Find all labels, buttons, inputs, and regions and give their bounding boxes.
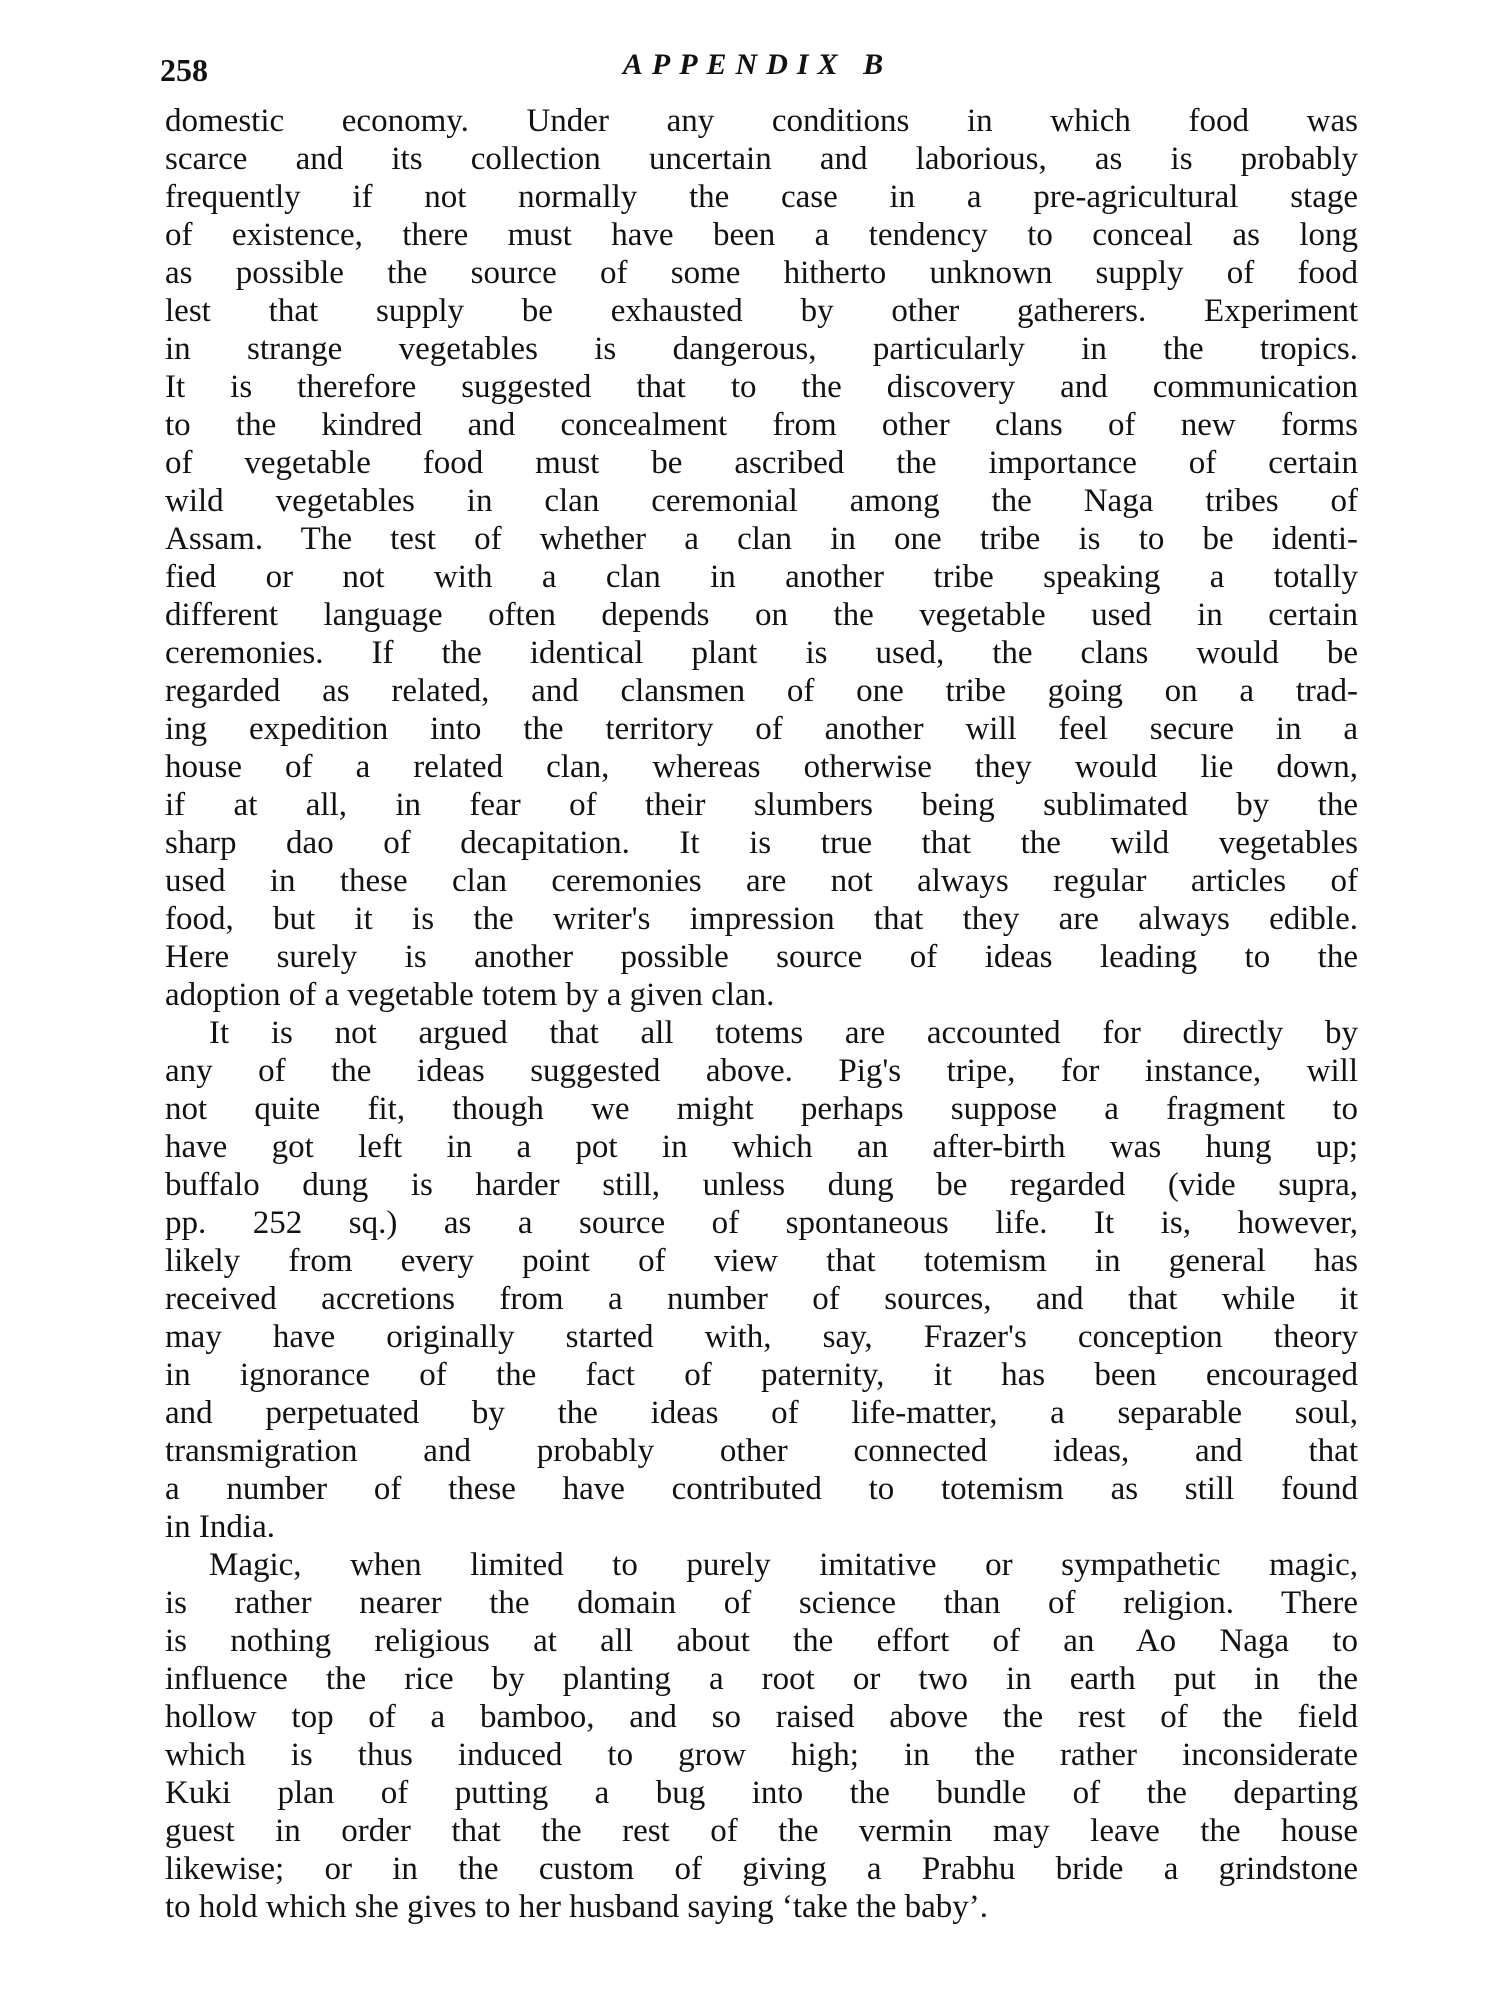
text-line: house of a related clan, whereas otherwise they would lie down,	[165, 749, 1358, 785]
text-line: lest that supply be exhausted by other gatherers. Experiment	[165, 293, 1358, 329]
text-line: pp. 252 sq.) as a source of spontaneous life. It is, however,	[165, 1205, 1358, 1241]
text-line: a number of these have contributed to totemism as still found	[165, 1471, 1358, 1507]
text-line: food, but it is the writer's impression that they are always edible.	[165, 901, 1358, 937]
text-line: likely from every point of view that totemism in general has	[165, 1243, 1358, 1279]
text-line: buffalo dung is harder still, unless dung be regarded (vide supra,	[165, 1167, 1358, 1203]
paragraph	[165, 1546, 1358, 1926]
text-line: Assam. The test of whether a clan in one tribe is to be identi-	[165, 521, 1358, 557]
text-line: of existence, there must have been a tendency to conceal as long	[165, 217, 1358, 253]
text-line: Magic, when limited to purely imitative or sympathetic magic,	[209, 1547, 1358, 1583]
text-line: in strange vegetables is dangerous, particularly in the tropics.	[165, 331, 1358, 367]
text-line: received accretions from a number of sources, and that while it	[165, 1281, 1358, 1317]
text-line: hollow top of a bamboo, and so raised above the rest of the field	[165, 1699, 1358, 1735]
text-line: of vegetable food must be ascribed the importance of certain	[165, 445, 1358, 481]
text-line: different language often depends on the vegetable used in certain	[165, 597, 1358, 633]
text-line: to hold which she gives to her husband saying ‘take the baby’.	[165, 1889, 988, 1925]
text-line: fied or not with a clan in another tribe speaking a totally	[165, 559, 1358, 595]
text-line: and perpetuated by the ideas of life-matter, a separable soul,	[165, 1395, 1358, 1431]
text-line: transmigration and probably other connected ideas, and that	[165, 1433, 1358, 1469]
text-line: if at all, in fear of their slumbers being sublimated by the	[165, 787, 1358, 823]
text-line: to the kindred and concealment from other clans of new forms	[165, 407, 1358, 443]
text-line: It is therefore suggested that to the discovery and communication	[165, 369, 1358, 405]
body-text	[165, 102, 1358, 1926]
text-line: regarded as related, and clansmen of one tribe going on a trad-	[165, 673, 1358, 709]
text-line: influence the rice by planting a root or two in earth put in the	[165, 1661, 1358, 1697]
text-line: Here surely is another possible source of ideas leading to the	[165, 939, 1358, 975]
paragraph	[165, 102, 1358, 1014]
text-line: It is not argued that all totems are accounted for directly by	[209, 1015, 1358, 1051]
text-line: sharp dao of decapitation. It is true that the wild vegetables	[165, 825, 1358, 861]
text-line: have got left in a pot in which an after-birth was hung up;	[165, 1129, 1358, 1165]
text-line: in India.	[165, 1509, 275, 1545]
text-line: adoption of a vegetable totem by a given clan.	[165, 977, 775, 1013]
text-line: scarce and its collection uncertain and laborious, as is probably	[165, 141, 1358, 177]
text-line: not quite fit, though we might perhaps suppose a fragment to	[165, 1091, 1358, 1127]
text-line: wild vegetables in clan ceremonial among the Naga tribes of	[165, 483, 1358, 519]
page-header	[160, 48, 1355, 102]
text-line: may have originally started with, say, Frazer's conception theory	[165, 1319, 1358, 1355]
text-line: ceremonies. If the identical plant is used, the clans would be	[165, 635, 1358, 671]
text-line: in ignorance of the fact of paternity, it has been encouraged	[165, 1357, 1358, 1393]
text-line: likewise; or in the custom of giving a Prabhu bride a grindstone	[165, 1851, 1358, 1887]
text-line: which is thus induced to grow high; in the rather inconsiderate	[165, 1737, 1358, 1773]
text-line: guest in order that the rest of the vermin may leave the house	[165, 1813, 1358, 1849]
text-line: any of the ideas suggested above. Pig's tripe, for instance, will	[165, 1053, 1358, 1089]
running-head: APPENDIX B	[622, 48, 893, 81]
text-line: ing expedition into the territory of another will feel secure in a	[165, 711, 1358, 747]
text-line: is rather nearer the domain of science than of religion. There	[165, 1585, 1358, 1621]
text-line: Kuki plan of putting a bug into the bundle of the departing	[165, 1775, 1358, 1811]
paragraph	[165, 1014, 1358, 1546]
page-number: 258	[160, 52, 208, 88]
text-line: frequently if not normally the case in a pre-agricultural stage	[165, 179, 1358, 215]
text-line: domestic economy. Under any conditions in which food was	[165, 103, 1358, 139]
text-line: used in these clan ceremonies are not always regular articles of	[165, 863, 1358, 899]
text-line: is nothing religious at all about the effort of an Ao Naga to	[165, 1623, 1358, 1659]
text-line: as possible the source of some hitherto unknown supply of food	[165, 255, 1358, 291]
